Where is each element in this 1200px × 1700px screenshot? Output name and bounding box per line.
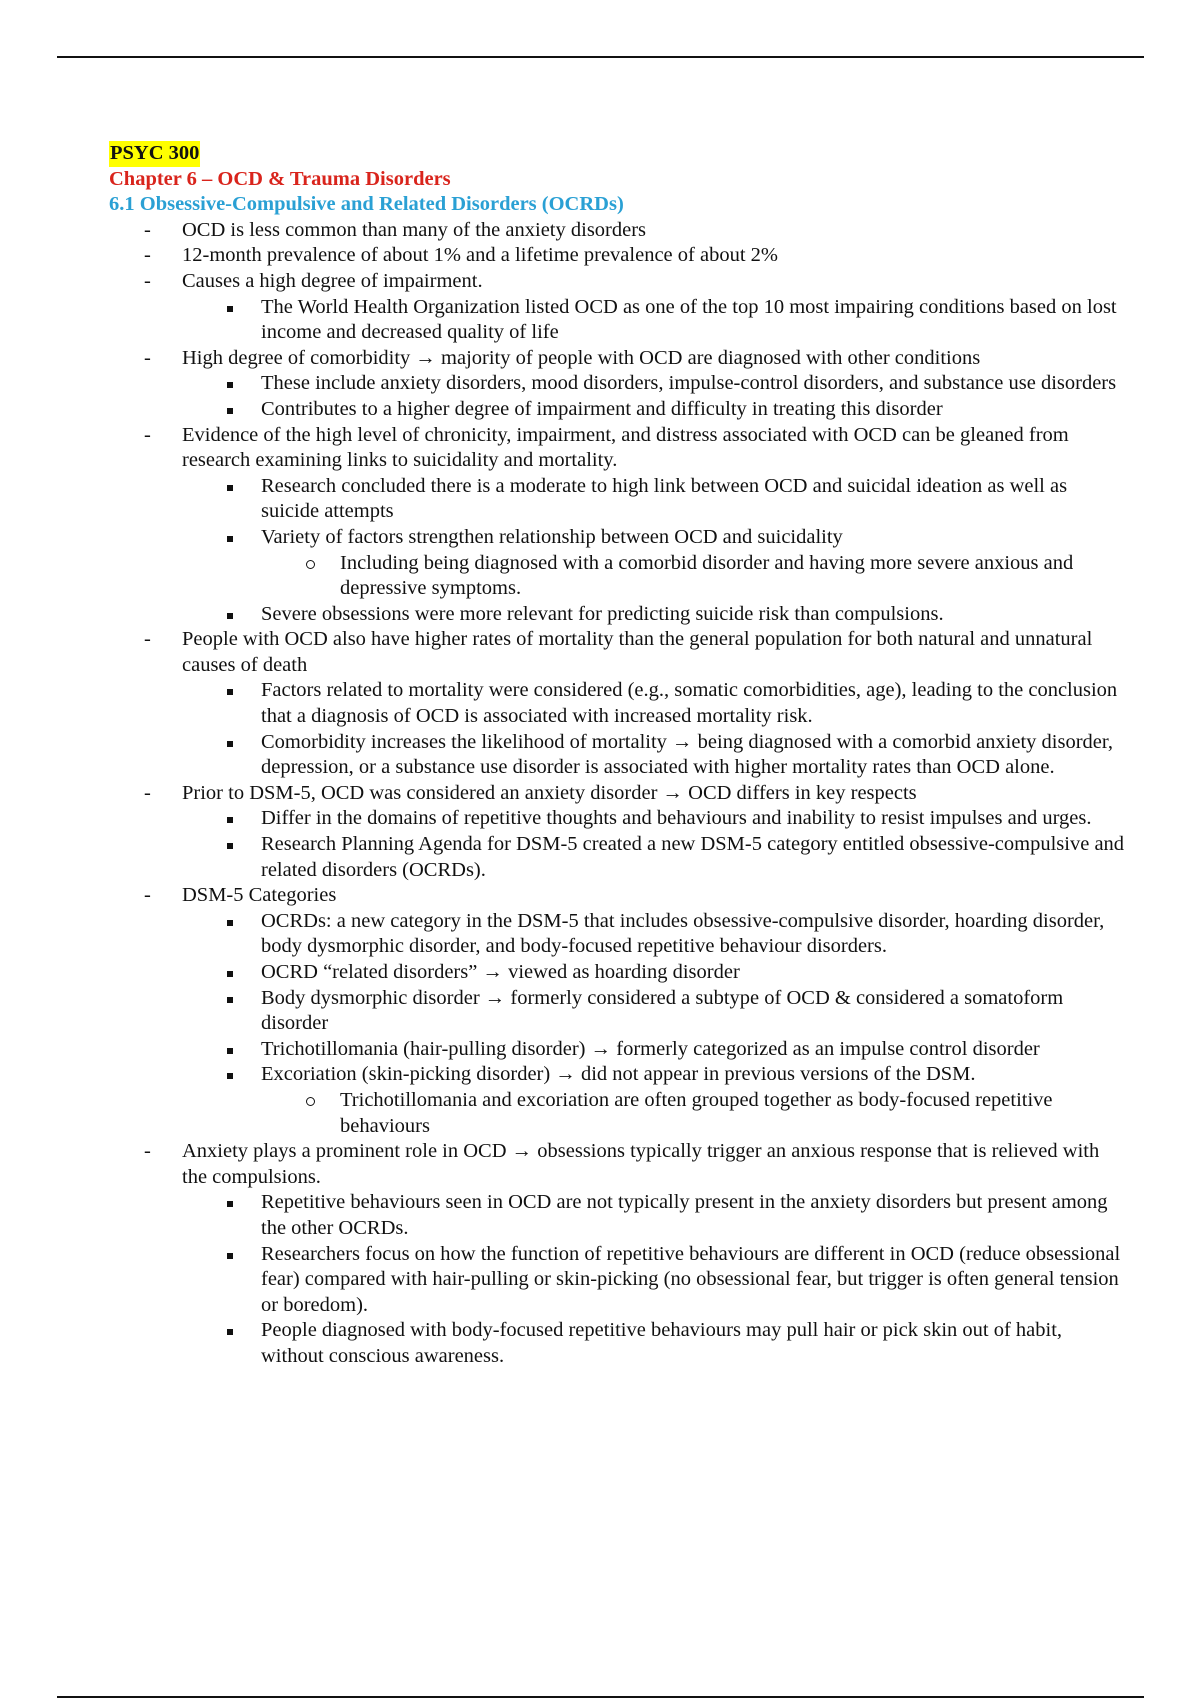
square-bullet-icon [227,1253,233,1259]
list-item-level-2 [109,1037,1129,1063]
list-item-level-2 [109,909,1129,960]
list-item-level-2 [109,525,1129,551]
square-bullet-icon [227,689,233,695]
square-bullet-icon [227,1073,233,1079]
list-item-level-1 [109,269,1129,295]
square-bullet-icon [227,920,233,926]
list-item-level-1 [109,346,1129,372]
square-bullet-icon [227,408,233,414]
bottom-rule [57,1696,1144,1698]
square-bullet-icon [227,1329,233,1335]
list-item-text: Contributes to a higher degree of impairment and difficulty in treating this disorder [261,397,943,420]
list-item-text: Severe obsessions were more relevant for predicting suicide risk than compulsions. [261,602,944,625]
list-item-text: People with OCD also have higher rates of mortality than the general population for both natural and unnatural causes of death [182,628,1093,676]
list-item-level-1 [109,781,1129,807]
list-item-level-2 [109,832,1129,883]
square-bullet-icon [227,971,233,977]
list-item-text: Trichotillomania (hair-pulling disorder) → formerly categorized as an impulse control disorder [261,1037,1040,1060]
dash-bullet: - [144,218,151,241]
list-item-text: OCRDs: a new category in the DSM-5 that includes obsessive-compulsive disorder, hoarding disorder, body dysmorphic disorder, and body-focused repetitive behaviour disorders. [261,909,1105,958]
list-item-text: Variety of factors strengthen relationship between OCD and suicidality [261,525,843,548]
top-rule [57,56,1144,58]
square-bullet-icon [227,1201,233,1207]
list-item-level-3 [109,1088,1129,1139]
list-item-text: Research Planning Agenda for DSM-5 created a new DSM-5 category entitled obsessive-compulsive and related disorders (OCRDs). [261,833,1125,881]
list-item-text: OCD is less common than many of the anxiety disorders [182,218,647,241]
circle-bullet-icon [306,1097,315,1106]
dash-bullet: - [144,346,151,369]
square-bullet-icon [227,613,233,619]
list-item-text: Anxiety plays a prominent role in OCD → obsessions typically trigger an anxious response that is relieved with the compulsions. [182,1140,1100,1188]
list-item-level-1 [109,1139,1129,1190]
list-item-level-2 [109,1062,1129,1088]
list-item-text: Differ in the domains of repetitive thoughts and behaviours and inability to resist impulses and urges. [261,807,1092,830]
dash-bullet: - [144,781,151,804]
list-item-level-2 [109,730,1129,781]
square-bullet-icon [227,382,233,388]
list-item-text: OCRD “related disorders” → viewed as hoarding disorder [261,961,740,983]
list-item-text: 12-month prevalence of about 1% and a lifetime prevalence of about 2% [182,244,778,267]
list-item-level-1 [109,423,1129,474]
list-item-text: These include anxiety disorders, mood disorders, impulse-control disorders, and substance use disorders [261,372,1117,395]
list-item-text: High degree of comorbidity → majority of people with OCD are diagnosed with other conditions [182,346,981,369]
square-bullet-icon [227,741,233,747]
dash-bullet: - [144,628,151,651]
square-bullet-icon [227,536,233,542]
square-bullet-icon [227,997,233,1003]
list-item-text: Comorbidity increases the likelihood of mortality → being diagnosed with a comorbid anxiety disorder, depression, or a substance use disorder is associated with higher mortality rates than OCD alone. [261,730,1114,779]
document-body [109,141,1129,1370]
square-bullet-icon [227,1048,233,1054]
circle-bullet-icon [306,560,315,569]
list-item-level-1 [109,243,1129,269]
list-item-level-2 [109,371,1129,397]
list-item-text: Repetitive behaviours seen in OCD are not typically present in the anxiety disorders but present among the other OCRDs. [261,1191,1108,1239]
dash-bullet: - [144,269,151,292]
list-item-level-2 [109,602,1129,628]
list-item-level-2 [109,1190,1129,1241]
dash-bullet: - [144,423,151,446]
square-bullet-icon [227,843,233,849]
list-item-level-2 [109,806,1129,832]
chapter-title: Chapter 6 – OCD & Trauma Disorders [109,167,451,190]
list-item-text: Body dysmorphic disorder → formerly considered a subtype of OCD & considered a somatoform disorder [261,986,1064,1035]
list-item-level-1 [109,627,1129,678]
list-item-text: Including being diagnosed with a comorbid disorder and having more severe anxious and depressive symptoms. [340,551,1074,600]
list-item-level-2 [109,678,1129,729]
list-item-text: Excoriation (skin-picking disorder) → did not appear in previous versions of the DSM. [261,1063,976,1086]
list-item-level-2 [109,986,1129,1037]
section-heading: 6.1 Obsessive-Compulsive and Related Disorders (OCRDs) [109,193,624,216]
list-item-level-2 [109,397,1129,423]
list-item-level-2 [109,1242,1129,1319]
list-item-text: Factors related to mortality were considered (e.g., somatic comorbidities, age), leading to the conclusion that a diagnosis of OCD is associated with increased mortality risk. [261,679,1118,728]
list-item-text: DSM-5 Categories [182,884,337,907]
list-item-level-2 [109,474,1129,525]
list-item-text: Prior to DSM-5, OCD was considered an anxiety disorder → OCD differs in key respects [182,781,917,804]
list-item-text: People diagnosed with body-focused repetitive behaviours may pull hair or pick skin out of habit, without conscious awareness. [261,1319,1063,1367]
list-item-level-2 [109,295,1129,346]
list-item-text: Trichotillomania and excoriation are often grouped together as body-focused repetitive behaviours [340,1088,1053,1137]
list-item-text: Research concluded there is a moderate to high link between OCD and suicidal ideation as well as suicide attempts [261,474,1068,523]
course-code: PSYC 300 [109,141,200,167]
list-item-level-2 [109,1318,1129,1369]
bullet-list [109,218,1129,1370]
square-bullet-icon [227,817,233,823]
dash-bullet: - [144,884,151,907]
list-item-text: Evidence of the high level of chronicity, impairment, and distress associated with OCD can be gleaned from research examining links to suicidality and mortality. [182,423,1069,472]
list-item-level-1 [109,218,1129,244]
list-item-text: Researchers focus on how the function of repetitive behaviours are different in OCD (reduce obsessional fear) compared with hair-pulling or skin-picking (no obsessional fear, but trigger is often general tension or boredom). [261,1242,1121,1316]
list-item-text: The World Health Organization listed OCD as one of the top 10 most impairing conditions based on lost income and decreased quality of life [261,295,1117,344]
list-item-level-1 [109,883,1129,909]
square-bullet-icon [227,306,233,312]
square-bullet-icon [227,485,233,491]
list-item-text: Causes a high degree of impairment. [182,269,483,292]
list-item-level-2 [109,960,1129,986]
dash-bullet: - [144,244,151,267]
list-item-level-3 [109,551,1129,602]
dash-bullet: - [144,1140,151,1163]
